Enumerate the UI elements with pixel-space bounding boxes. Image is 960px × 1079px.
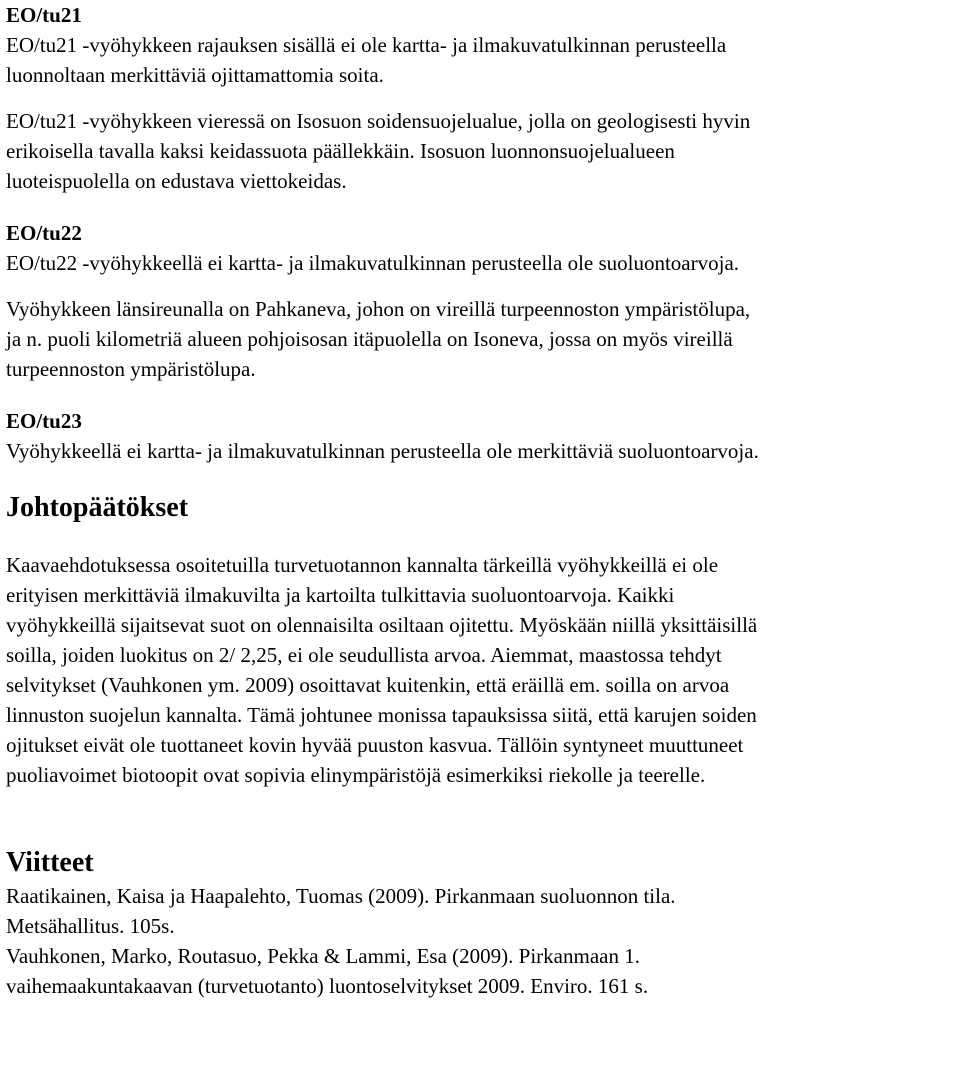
- text-line: Vyöhykkeen länsireunalla on Pahkaneva, johon on vireillä turpeennoston ympäristölupa,: [6, 297, 751, 321]
- text-line: erikoisella tavalla kaksi keidassuota päällekkäin. Isosuon luonnonsuojelualueen: [6, 139, 675, 163]
- conclusions-title: Johtopäätökset: [6, 492, 189, 523]
- text-line: linnuston suojelun kannalta. Tämä johtunee monissa tapauksissa siitä, että karujen soiden: [6, 703, 757, 727]
- text-line: erityisen merkittäviä ilmakuvilta ja kartoilta tulkittavia suoluontoarvoja. Kaikki: [6, 583, 675, 607]
- paragraph: [6, 294, 956, 384]
- section-heading: EO/tu23: [6, 409, 82, 433]
- section-eo-tu23: [6, 406, 956, 466]
- text-line: luonnoltaan merkittäviä ojittamattomia soita.: [6, 63, 384, 87]
- reference-line: Raatikainen, Kaisa ja Haapalehto, Tuomas (2009). Pirkanmaan suoluonnon tila.: [6, 884, 676, 908]
- text-line: turpeennoston ympäristölupa.: [6, 357, 256, 381]
- text-line: EO/tu21 -vyöhykkeen vieressä on Isosuon soidensuojelualue, jolla on geologisesti hyvin: [6, 109, 751, 133]
- text-line: puoliavoimet biotoopit ovat sopivia elinympäristöjä esimerkiksi riekolle ja teerelle.: [6, 763, 706, 787]
- conclusions-paragraph: [6, 550, 956, 790]
- paragraph: [6, 106, 956, 196]
- references-title: Viitteet: [6, 847, 94, 878]
- text-line: Vyöhykkeellä ei kartta- ja ilmakuvatulkinnan perusteella ole merkittäviä suoluontoarvoja.: [6, 439, 759, 463]
- conclusions-section: [6, 490, 956, 790]
- reference-line: Metsähallitus. 105s.: [6, 914, 175, 938]
- text-line: ojitukset eivät ole tuottaneet kovin hyvää puuston kasvua. Tällöin syntyneet muuttuneet: [6, 733, 744, 757]
- text-line: soilla, joiden luokitus on 2/ 2,25, ei ole seudullista arvoa. Aiemmat, maastossa tehdyt: [6, 643, 722, 667]
- references-section: [6, 845, 956, 1001]
- text-line: EO/tu22 -vyöhykkeellä ei kartta- ja ilmakuvatulkinnan perusteella ole suoluontoarvoja.: [6, 251, 740, 275]
- section-eo-tu22: [6, 218, 956, 384]
- paragraph: [6, 248, 956, 278]
- reference-line: vaihemaakuntakaavan (turvetuotanto) luontoselvitykset 2009. Enviro. 161 s.: [6, 974, 649, 998]
- text-line: Kaavaehdotuksessa osoitetuilla turvetuotannon kannalta tärkeillä vyöhykkeillä ei ole: [6, 553, 719, 577]
- document-page: [6, 0, 956, 1001]
- section-heading: EO/tu21: [6, 3, 82, 27]
- text-line: selvitykset (Vauhkonen ym. 2009) osoittavat kuitenkin, että eräillä em. soilla on arvoa: [6, 673, 730, 697]
- paragraph: [6, 436, 956, 466]
- section-eo-tu21: [6, 0, 956, 196]
- text-line: ja n. puoli kilometriä alueen pohjoisosan itäpuolella on Isoneva, jossa on myös vireillä: [6, 327, 733, 351]
- text-line: luoteispuolella on edustava viettokeidas.: [6, 169, 347, 193]
- paragraph: [6, 30, 956, 90]
- references-list: [6, 881, 956, 1001]
- reference-line: Vauhkonen, Marko, Routasuo, Pekka & Lammi, Esa (2009). Pirkanmaan 1.: [6, 944, 640, 968]
- section-heading: EO/tu22: [6, 221, 82, 245]
- text-line: EO/tu21 -vyöhykkeen rajauksen sisällä ei ole kartta- ja ilmakuvatulkinnan perusteella: [6, 33, 727, 57]
- text-line: vyöhykkeillä sijaitsevat suot on olennaisilta osiltaan ojitettu. Myöskään niillä yksittäisillä: [6, 613, 758, 637]
